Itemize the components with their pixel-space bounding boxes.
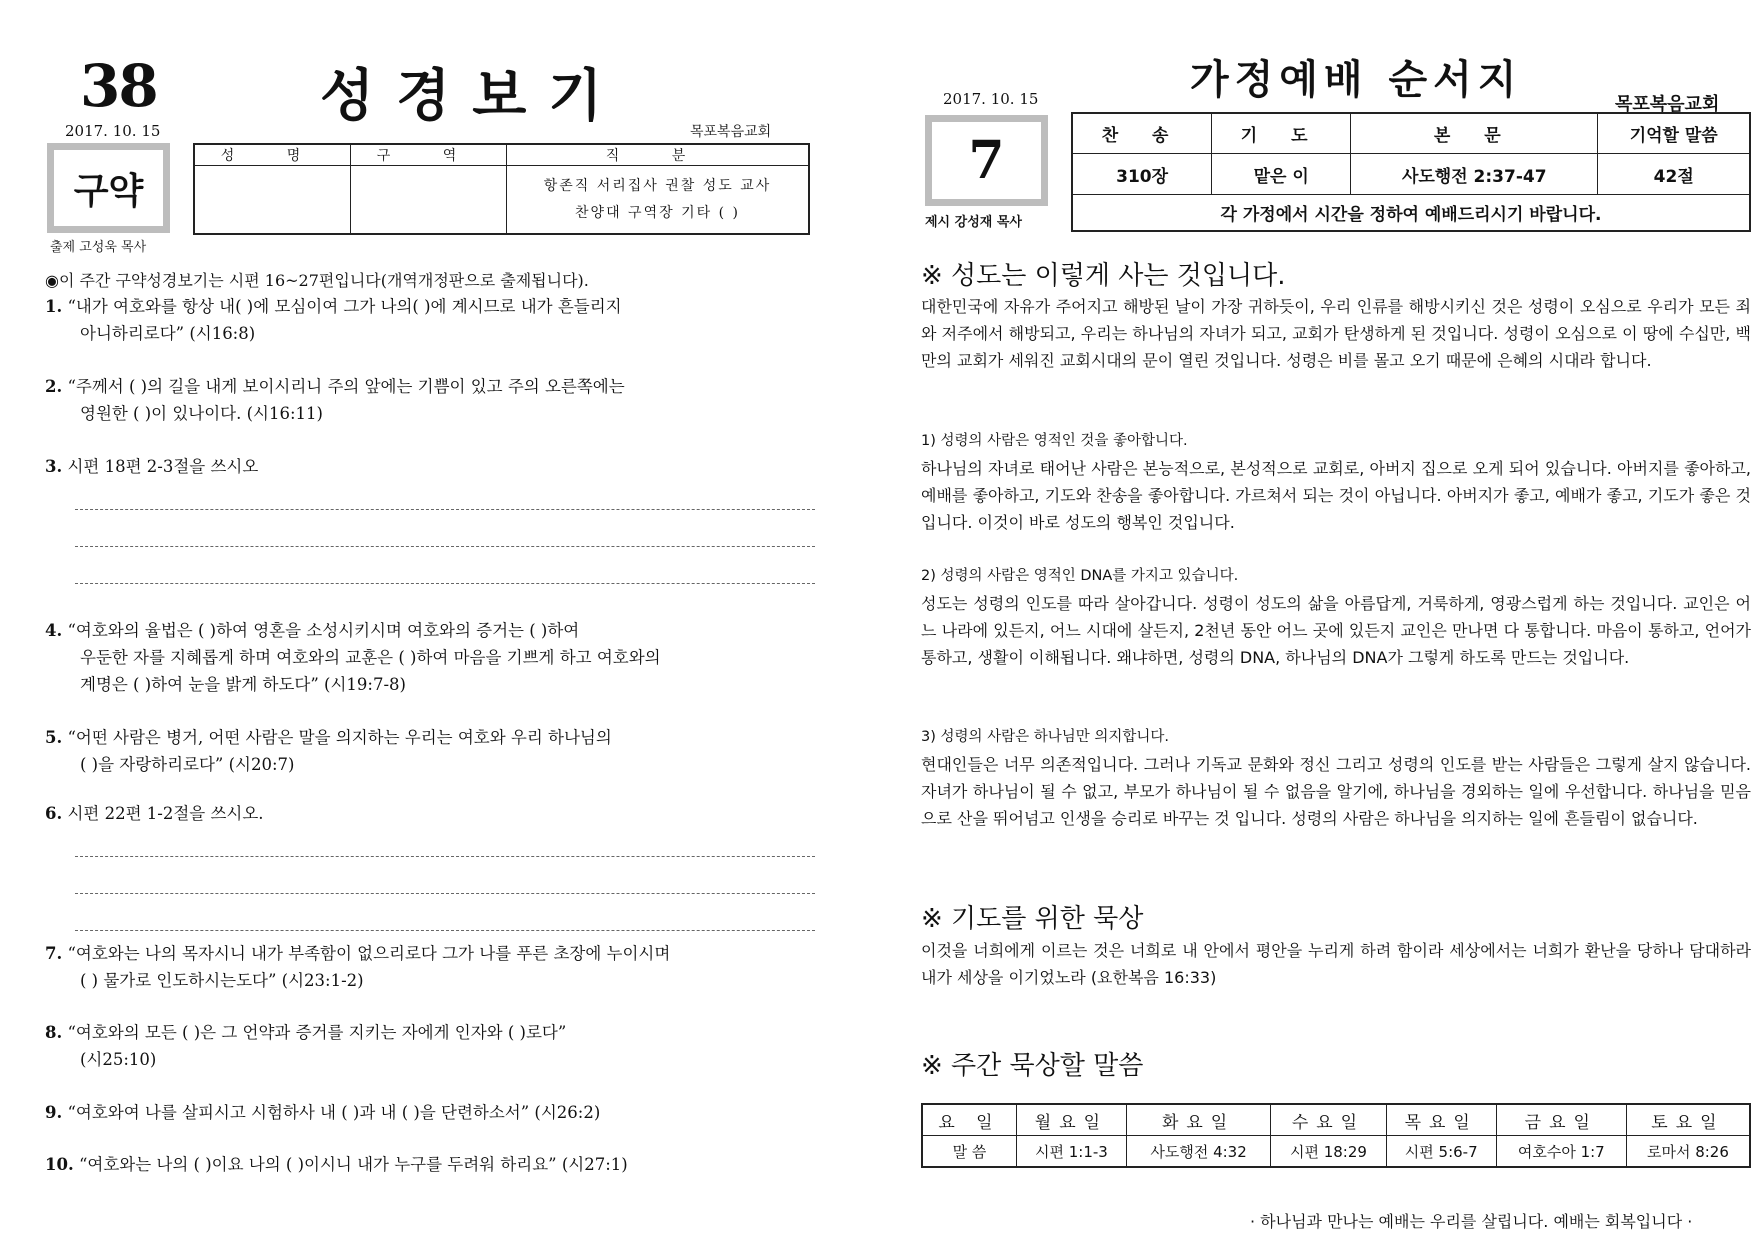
worship-order-table — [1071, 112, 1751, 232]
question-number: 7. — [45, 944, 63, 963]
page-title: 성경보기 — [320, 63, 625, 129]
question-text-cont: ( ) 물가로 인도하시는도다” (시23:1-2) — [80, 971, 364, 990]
position-field[interactable] — [507, 166, 810, 235]
quiz-intro: ◉이 주간 구약성경보기는 시편 16~27편입니다(개역개정판으로 출제됩니다). — [45, 271, 589, 290]
day-monday: 월요일 — [1016, 1104, 1126, 1136]
header-name: 성 명 — [194, 144, 351, 166]
header-memory-verse: 기억할 말씀 — [1598, 113, 1750, 154]
question-text: “여호와의 모든 ( )은 그 언약과 증거를 지키는 자에게 인자와 ( )로다” — [67, 1023, 567, 1042]
day-thursday: 목요일 — [1386, 1104, 1496, 1136]
question-text: “여호와는 나의 목자시니 내가 부족함이 없으리로다 그가 나를 푸른 초장에 누이시며 — [67, 944, 671, 963]
category-label: 구약 — [73, 170, 144, 212]
footer-motto: · 하나님과 만나는 예배는 우리를 살립니다. 예배는 회복입니다 · — [1250, 1212, 1693, 1231]
day-tuesday: 화요일 — [1126, 1104, 1270, 1136]
setter-credit: 출제 고성욱 목사 — [50, 240, 147, 255]
hymn-value: 310장 — [1072, 154, 1212, 194]
header-position: 직 분 — [507, 144, 810, 166]
question-item — [45, 617, 845, 698]
day-wednesday: 수요일 — [1271, 1104, 1387, 1136]
church-name: 목포복음교회 — [690, 124, 772, 140]
question-item — [45, 940, 845, 994]
section-title: ※ 주간 묵상할 말씀 — [921, 1051, 1144, 1081]
day-header: 요 일 — [922, 1104, 1016, 1136]
question-text-cont: 우둔한 자를 지혜롭게 하며 여호와의 교훈은 ( )하여 마음을 기쁘게 하고 여호와의 — [80, 648, 661, 667]
question-item — [45, 1151, 845, 1178]
header-hymn: 찬 송 — [1072, 113, 1212, 154]
question-item — [45, 373, 845, 427]
day-friday: 금요일 — [1496, 1104, 1626, 1136]
verse-thursday: 시편 5:6-7 — [1386, 1136, 1496, 1168]
question-number: 1. — [45, 297, 63, 316]
question-item — [45, 724, 845, 778]
question-number: 2. — [45, 377, 63, 396]
issue-date: 2017. 10. 15 — [65, 122, 161, 140]
verse-header: 말 씀 — [922, 1136, 1016, 1168]
roles-line-2: 찬양대 구역장 기타 ( ) — [575, 204, 740, 221]
church-name: 목포복음교회 — [1615, 94, 1720, 115]
answer-line[interactable] — [75, 583, 815, 584]
name-field[interactable] — [194, 166, 351, 235]
question-item — [45, 293, 845, 347]
week-number-box — [925, 115, 1048, 206]
header-scripture: 본 문 — [1351, 113, 1598, 154]
question-text: 시편 18편 2-3절을 쓰시오 — [67, 457, 259, 476]
verse-tuesday: 사도행전 4:32 — [1126, 1136, 1270, 1168]
section-title: ※ 성도는 이렇게 사는 것입니다. — [921, 261, 1286, 291]
point-block — [921, 724, 1751, 832]
member-info-table — [193, 143, 810, 235]
question-text: “여호와는 나의 ( )이요 나의 ( )이시니 내가 누구를 두려워 하리요” (시27:1) — [78, 1155, 628, 1174]
question-text: “내가 여호와를 항상 내( )에 모심이여 그가 나의( )에 계시므로 내가 흔들리지 — [67, 297, 622, 316]
section-paragraph: 이것을 너희에게 이르는 것은 너희로 내 안에서 평안을 누리게 하려 함이라 세상에서는 너희가 환난을 당하나 담대하라 내가 세상을 이기었노라 (요한복음 16:33) — [921, 941, 1751, 987]
point-title: 1) 성령의 사람은 영적인 것을 좋아합니다. — [921, 433, 1188, 449]
question-text-cont: ( )을 자랑하리로다” (시20:7) — [80, 755, 295, 774]
question-text: “주께서 ( )의 길을 내게 보이시리니 주의 앞에는 기쁨이 있고 주의 오른쪽에는 — [67, 377, 625, 396]
answer-line[interactable] — [75, 546, 815, 547]
worship-date: 2017. 10. 15 — [943, 90, 1039, 108]
point-title: 2) 성령의 사람은 영적인 DNA를 가지고 있습니다. — [921, 568, 1239, 584]
question-text: “어떤 사람은 병거, 어떤 사람은 말을 의지하는 우리는 여호와 우리 하나님의 — [67, 728, 612, 747]
question-item — [45, 800, 845, 827]
question-item — [45, 1019, 845, 1073]
worship-order-title: 가정예배 순서지 — [1190, 57, 1523, 103]
question-number: 5. — [45, 728, 63, 747]
verse-monday: 시편 1:1-3 — [1016, 1136, 1126, 1168]
question-text-cont: (시25:10) — [80, 1050, 157, 1069]
roles-line-1: 항존직 서리집사 권찰 성도 교사 — [543, 177, 772, 194]
question-text-cont: 계명은 ( )하여 눈을 밝게 하도다” (시19:7-8) — [80, 675, 406, 694]
district-field[interactable] — [351, 166, 507, 235]
point-block — [921, 428, 1751, 536]
question-text: “여호와여 나를 살피시고 시험하사 내 ( )과 내 ( )을 단련하소서” (시26:2) — [67, 1103, 601, 1122]
memory-verse-value: 42절 — [1598, 154, 1750, 194]
answer-line[interactable] — [75, 856, 815, 857]
weekly-verse-table — [921, 1103, 1751, 1168]
verse-friday: 여호수아 1:7 — [1496, 1136, 1626, 1168]
answer-line[interactable] — [75, 930, 815, 931]
setter-credit: 제시 강성재 목사 — [925, 215, 1022, 230]
order-note: 각 가정에서 시간을 정하여 예배드리시기 바랍니다. — [1072, 194, 1750, 231]
scripture-value: 사도행전 2:37-47 — [1351, 154, 1598, 194]
question-text: “여호와의 율법은 ( )하여 영혼을 소성시키시며 여호와의 증거는 ( )하여 — [67, 621, 580, 640]
point-title: 3) 성령의 사람은 하나님만 의지합니다. — [921, 729, 1170, 745]
header-prayer: 기 도 — [1212, 113, 1351, 154]
question-number: 6. — [45, 804, 63, 823]
question-item — [45, 1099, 845, 1126]
question-number: 10. — [45, 1155, 74, 1174]
issue-number: 38 — [80, 52, 157, 120]
verse-wednesday: 시편 18:29 — [1271, 1136, 1387, 1168]
prayer-value: 맡은 이 — [1212, 154, 1351, 194]
question-text-cont: 영원한 ( )이 있나이다. (시16:11) — [80, 404, 323, 423]
header-district: 구 역 — [351, 144, 507, 166]
question-number: 8. — [45, 1023, 63, 1042]
point-body: 성도는 성령의 인도를 따라 살아갑니다. 성령이 성도의 삶을 아름답게, 거룩하게, 영광스럽게 하는 것입니다. 교인은 어느 나라에 있든지, 어느 시대에 살든지, 2천년 동안 어느 곳에 있든지 교인은 만나면 다 통합니다. 마음이 통하고, 언어가 통하고, 생활이 이해됩니다. 왜냐하면, 성령의 DNA, 하나님의 DNA가 그렇게 하도록 만드는 것입니다. — [921, 594, 1751, 667]
question-text-cont: 아니하리로다” (시16:8) — [80, 324, 256, 343]
answer-line[interactable] — [75, 509, 815, 510]
section-paragraph: 대한민국에 자유가 주어지고 해방된 날이 가장 귀하듯이, 우리 인류를 해방시키신 것은 성령이 오심으로 우리가 모든 죄와 저주에서 해방되고, 우리는 하나님의 자녀가 되고, 교회가 탄생하게 된 것입니다. 성령이 오심으로 이 땅에 수십만, 백만의 교회가 세워진 교회시대의 문이 열린 것입니다. 성령은 비를 몰고 오기 때문에 은혜의 시대라 합니다. — [921, 297, 1751, 370]
question-item — [45, 453, 845, 480]
answer-line[interactable] — [75, 893, 815, 894]
point-block — [921, 563, 1751, 671]
point-body: 하나님의 자녀로 태어난 사람은 본능적으로, 본성적으로 교회로, 아버지 집으로 오게 되어 있습니다. 아버지를 좋아하고, 예배를 좋아하고, 기도와 찬송을 좋아합니다. 가르쳐서 되는 것이 아닙니다. 아버지가 좋고, 예배가 좋고, 기도가 좋은 것입니다. 이것이 바로 성도의 행복인 것입니다. — [921, 459, 1751, 532]
question-number: 9. — [45, 1103, 63, 1122]
point-body: 현대인들은 너무 의존적입니다. 그러나 기독교 문화와 정신 그리고 성령의 인도를 받는 사람들은 그렇게 살지 않습니다. 자녀가 하나님이 될 수 없고, 부모가 하나님이 될 수 없음을 알기에, 하나님을 경외하는 일에 우선합니다. 하나님을 믿음으로 산을 뛰어넘고 인생을 승리로 바꾸는 것 입니다. 성령의 사람은 하나님을 의지하는 일에 흔들림이 없습니다. — [921, 755, 1751, 828]
category-box — [47, 143, 170, 233]
day-saturday: 토요일 — [1626, 1104, 1750, 1136]
section-title: ※ 기도를 위한 묵상 — [921, 904, 1144, 934]
week-number: 7 — [968, 130, 1005, 191]
question-number: 3. — [45, 457, 63, 476]
question-number: 4. — [45, 621, 63, 640]
question-text: 시편 22편 1-2절을 쓰시오. — [67, 804, 264, 823]
verse-saturday: 로마서 8:26 — [1626, 1136, 1750, 1168]
